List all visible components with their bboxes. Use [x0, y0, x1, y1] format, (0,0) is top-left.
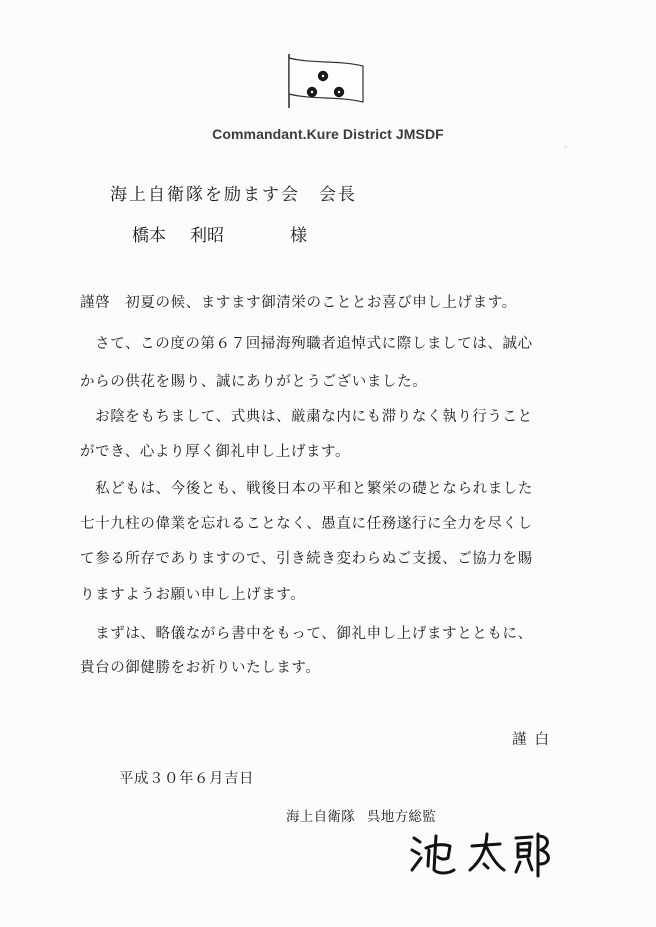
body-line: からの供花を賜り、誠にありがとうございました。 [80, 374, 428, 390]
recipient-organization: 海上自衛隊を励ます会 会長 [110, 185, 357, 205]
letter-date: 平成３０年６月吉日 [119, 771, 254, 787]
signatory-organization: 海上自衛隊 [286, 809, 355, 825]
handwritten-signature [408, 826, 558, 880]
recipient-given-name: 利昭 [190, 226, 224, 246]
jmsdf-district-flag-icon [283, 52, 367, 108]
body-line: お陰をもちまして、式典は、厳粛な内にも滞りなく執り行うこと [80, 409, 533, 425]
body-line: て参る所存でありますので、引き続き変わらぬご支援、ご協力を賜 [80, 551, 533, 567]
signatory-title [286, 805, 436, 825]
recipient-honorific: 様 [290, 226, 307, 246]
body-line: まずは、略儀ながら書中をもって、御礼申し上げますとともに、 [80, 626, 533, 642]
closing-phrase: 謹白 [512, 732, 557, 748]
body-line: さて、この度の第６７回掃海殉職者追悼式に際しましては、誠心 [80, 336, 533, 352]
recipient-name [132, 221, 307, 246]
scan-speck: ◦ [563, 143, 568, 152]
issuing-organization: Commandant.Kure District JMSDF [212, 126, 444, 142]
body-line: 貴台の御健勝をお祈りいたします。 [80, 660, 321, 676]
body-line: 七十九柱の偉業を忘れることなく、愚直に任務遂行に全力を尽くし [80, 516, 533, 532]
body-line: りますようお願い申し上げます。 [80, 587, 306, 603]
signatory-role: 呉地方総監 [367, 809, 436, 825]
recipient-family-name: 橋本 [132, 226, 166, 246]
body-line: 謹啓 初夏の候、ますます御清栄のこととお喜び申し上げます。 [80, 295, 517, 311]
body-line: ができ、心より厚く御礼申し上げます。 [80, 444, 351, 460]
body-line: 私どもは、今後とも、戦後日本の平和と繁栄の礎となられました [80, 481, 533, 497]
